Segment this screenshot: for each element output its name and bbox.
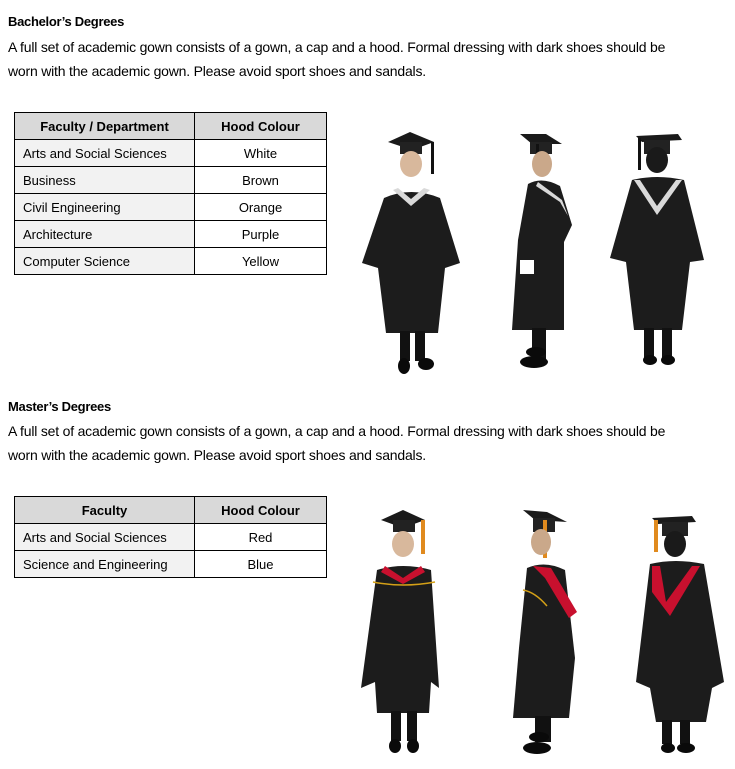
column-header-hood-colour: Hood Colour (195, 113, 327, 140)
table-header-row (15, 497, 327, 524)
faculty-cell: Arts and Social Sciences (15, 524, 195, 551)
hood-colour-cell: Purple (195, 221, 327, 248)
bachelor-heading: Bachelor’s Degrees (8, 14, 124, 29)
hood-colour-cell: Blue (195, 551, 327, 578)
bachelor-gown-side-image (502, 130, 582, 375)
table-row (15, 167, 327, 194)
master-description-line1: A full set of academic gown consists of a gown, a cap and a hood. Formal dressing with dark shoes should be (8, 423, 666, 439)
hood-colour-cell: Red (195, 524, 327, 551)
master-heading: Master’s Degrees (8, 399, 111, 414)
faculty-cell: Computer Science (15, 248, 195, 275)
hood-colour-cell: Brown (195, 167, 327, 194)
bachelor-description-line1: A full set of academic gown consists of a gown, a cap and a hood. Formal dressing with dark shoes should be (8, 39, 666, 55)
table-row (15, 551, 327, 578)
table-header-row (15, 113, 327, 140)
faculty-cell: Arts and Social Sciences (15, 140, 195, 167)
hood-colour-cell: Yellow (195, 248, 327, 275)
hood-colour-cell: White (195, 140, 327, 167)
bachelor-description (8, 35, 708, 83)
master-description-line2: worn with the academic gown. Please avoid sport shoes and sandals. (8, 447, 426, 463)
bachelor-hood-table (14, 112, 327, 275)
master-hood-table (14, 496, 327, 578)
master-description (8, 419, 708, 467)
master-gown-front-image (355, 508, 455, 758)
hood-colour-cell: Orange (195, 194, 327, 221)
table-row (15, 248, 327, 275)
faculty-cell: Architecture (15, 221, 195, 248)
faculty-cell: Science and Engineering (15, 551, 195, 578)
bachelor-gown-front-image (360, 128, 470, 378)
column-header-faculty: Faculty (15, 497, 195, 524)
table-row (15, 194, 327, 221)
column-header-hood-colour: Hood Colour (195, 497, 327, 524)
table-row (15, 524, 327, 551)
table-row (15, 221, 327, 248)
column-header-faculty: Faculty / Department (15, 113, 195, 140)
master-gown-back-image (632, 512, 727, 757)
master-gown-side-image (505, 508, 585, 758)
bachelor-description-line2: worn with the academic gown. Please avoid sport shoes and sandals. (8, 63, 426, 79)
bachelor-gown-back-image (608, 130, 708, 370)
faculty-cell: Civil Engineering (15, 194, 195, 221)
faculty-cell: Business (15, 167, 195, 194)
table-row (15, 140, 327, 167)
